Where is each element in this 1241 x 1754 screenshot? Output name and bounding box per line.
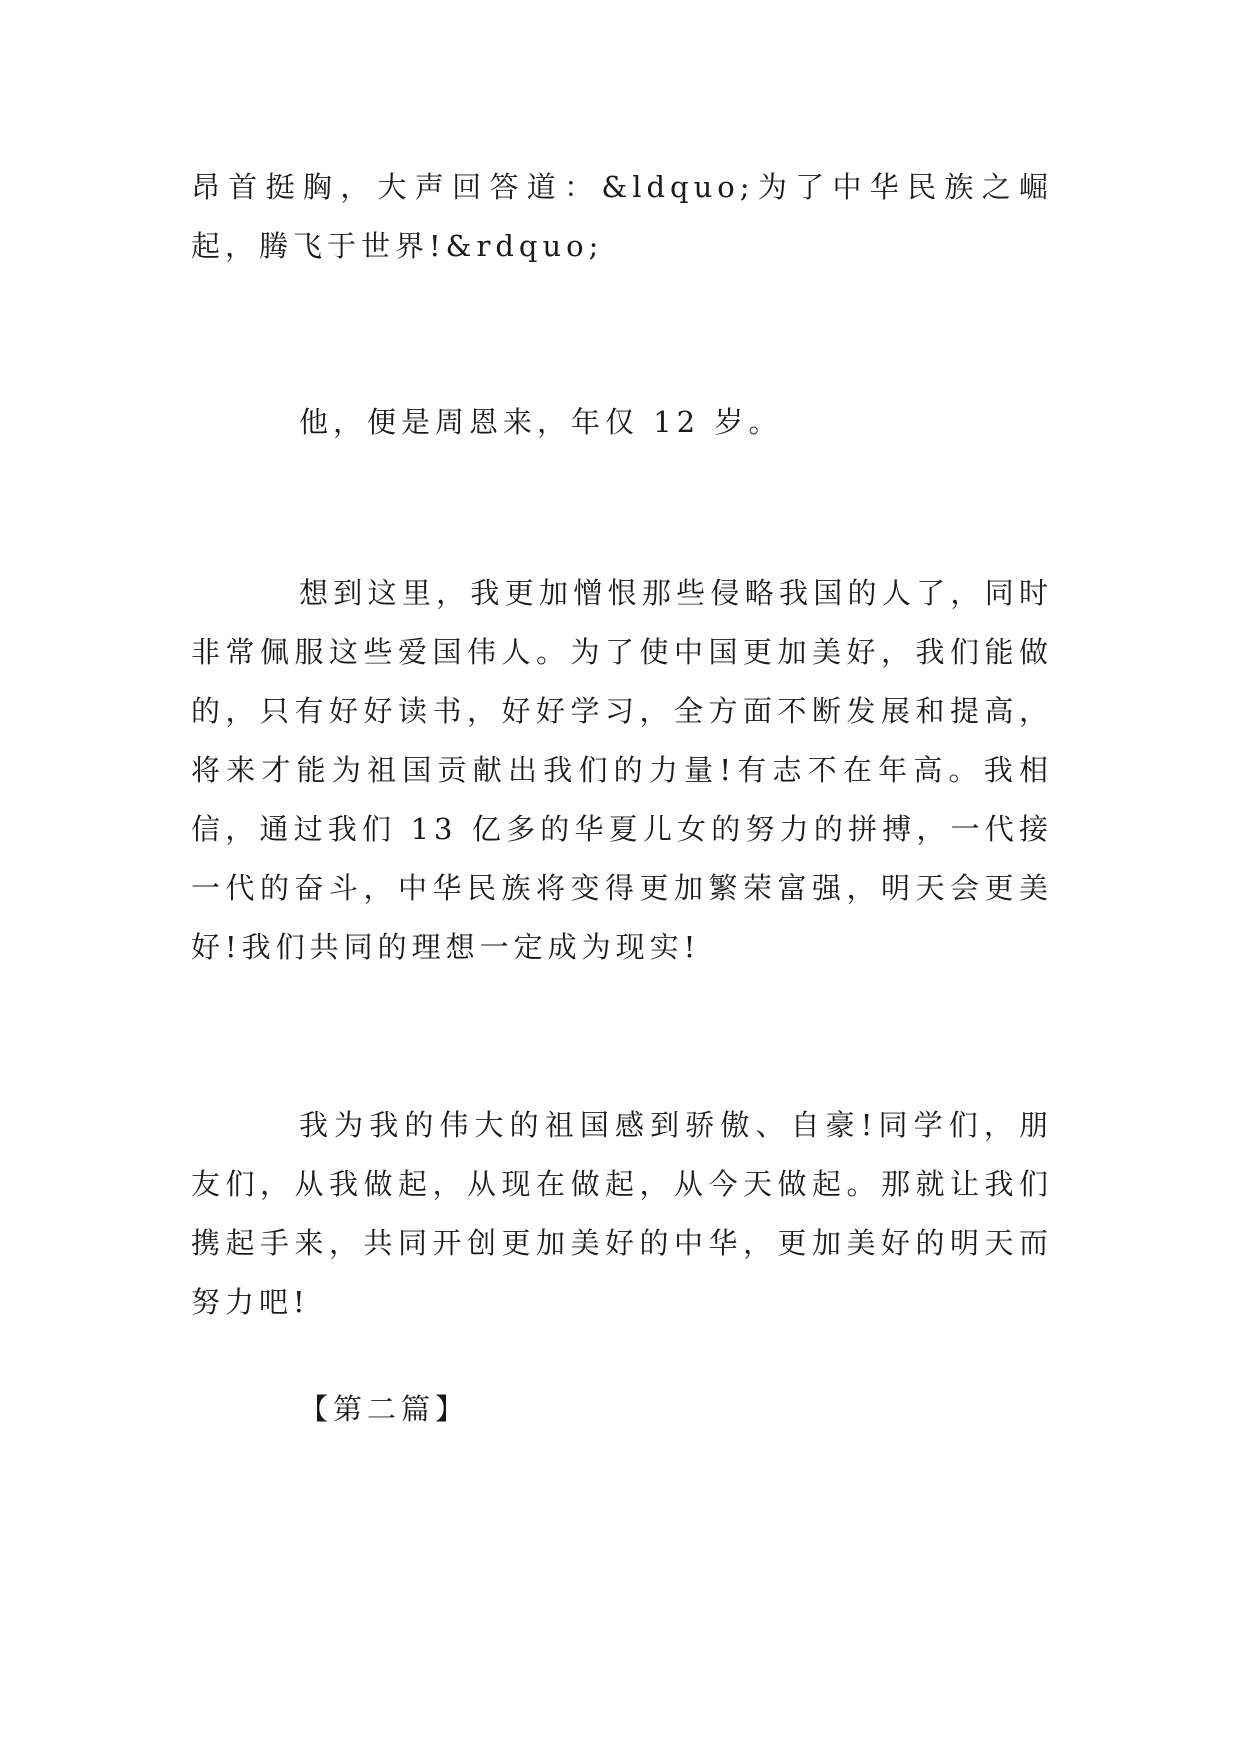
paragraph-reflection: 想到这里，我更加憎恨那些侵略我国的人了，同时非常佩服这些爱国伟人。为了使中国更加美好，我们能做的，只有好好读书，好好学习，全方面不断发展和提高，将来才能为祖国贡献出我们的力量!有志不在年高。我相信，通过我们 13 亿多的华夏儿女的努力的拼搏，一代接一代的奋斗，中华民族将变得更加繁荣富强，明天会更美好!我们共同的理想一定成为现实! [191, 576, 1053, 964]
paragraph-zhou-enlai: 他，便是周恩来，年仅 12 岁。 [299, 405, 783, 439]
paragraph-continuation: 昂首挺胸，大声回答道：&ldquo;为了中华民族之崛起，腾飞于世界!&rdquo; [191, 170, 1053, 263]
paragraph-conclusion: 我为我的伟大的祖国感到骄傲、自豪!同学们，朋友们，从我做起，从现在做起，从今天做起。那就让我们携起手来，共同开创更加美好的中华，更加美好的明天而努力吧! [191, 1108, 1053, 1319]
section-heading: 【第二篇】 [299, 1392, 470, 1426]
